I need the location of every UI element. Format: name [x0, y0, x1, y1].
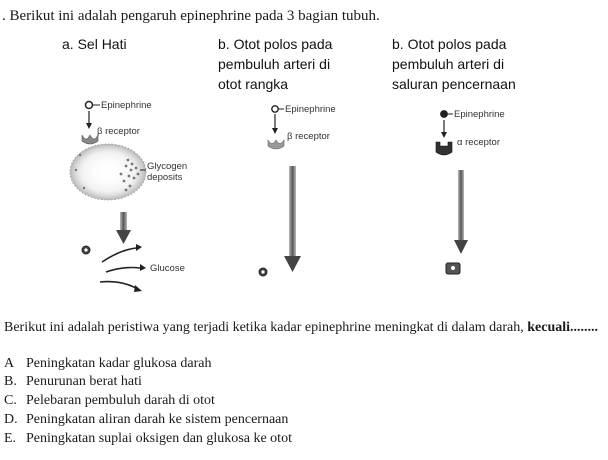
option-text: Peningkatan suplai oksigen dan glukosa ke otot — [26, 431, 292, 446]
option-d[interactable] — [4, 412, 288, 428]
option-text: Penurunan berat hati — [26, 374, 142, 389]
question-text — [4, 320, 602, 336]
column-title-line: pembuluh arteri di — [218, 56, 331, 72]
panel-b-skeletal-artery — [259, 104, 336, 276]
column-title-line: b. Otot polos pada — [392, 36, 507, 52]
option-letter: C. — [4, 393, 17, 408]
label-glucose: Glucose — [150, 263, 185, 274]
label-epinephrine-a: Epinephrine — [101, 100, 152, 111]
column-title-line: b. Otot polos pada — [218, 36, 333, 52]
question-emphasis: kecuali........ — [527, 320, 599, 335]
option-letter: D. — [4, 412, 18, 427]
label-receptor-b: β receptor — [287, 131, 330, 142]
column-title-line: a. Sel Hati — [62, 36, 127, 52]
epinephrine-molecule-icon — [441, 111, 447, 117]
beta-receptor-icon — [268, 140, 284, 149]
beta-receptor-icon — [82, 135, 98, 144]
panel-a-liver — [70, 100, 187, 292]
option-e[interactable] — [4, 431, 292, 447]
epinephrine-molecule-icon — [272, 106, 278, 112]
option-text: Peningkatan aliran darah ke sistem pencernaan — [26, 412, 289, 427]
option-c[interactable] — [4, 393, 215, 409]
option-letter: B. — [4, 374, 17, 389]
process-arrow-icon — [289, 166, 296, 258]
glucose-release-arrows-icon — [100, 248, 140, 288]
alpha-receptor-icon — [436, 142, 452, 155]
process-arrow-icon — [120, 212, 127, 232]
label-receptor-a: β receptor — [97, 126, 140, 137]
process-arrow-icon — [458, 170, 464, 242]
label-glycogen-1: Glycogen — [147, 161, 188, 172]
option-letter: A — [4, 356, 15, 371]
option-text: Pelebaran pembuluh darah di otot — [26, 393, 215, 408]
label-glycogen-2: deposits — [147, 172, 183, 183]
liver-cell-icon — [70, 144, 146, 200]
option-a[interactable] — [4, 356, 211, 372]
label-epinephrine-b: Epinephrine — [285, 104, 336, 115]
label-receptor-c: α receptor — [457, 137, 500, 148]
column-title-line: saluran pencernaan — [392, 76, 516, 92]
intro-text: . Berikut ini adalah pengaruh epinephrine pada 3 bagian tubuh. — [2, 8, 380, 24]
epinephrine-molecule-icon — [86, 102, 93, 109]
option-text: Peningkatan kadar glukosa darah — [26, 356, 212, 371]
panel-c-digestive-artery — [436, 109, 505, 274]
question-body: Berikut ini adalah peristiwa yang terjadi ketika kadar epinephrine meningkat di dalam darah, — [4, 320, 528, 335]
option-letter: E. — [4, 431, 17, 446]
option-b[interactable] — [4, 374, 142, 390]
label-epinephrine-c: Epinephrine — [454, 109, 505, 120]
column-title-line: pembuluh arteri di — [392, 56, 505, 72]
column-title-line: otot rangka — [218, 76, 289, 92]
